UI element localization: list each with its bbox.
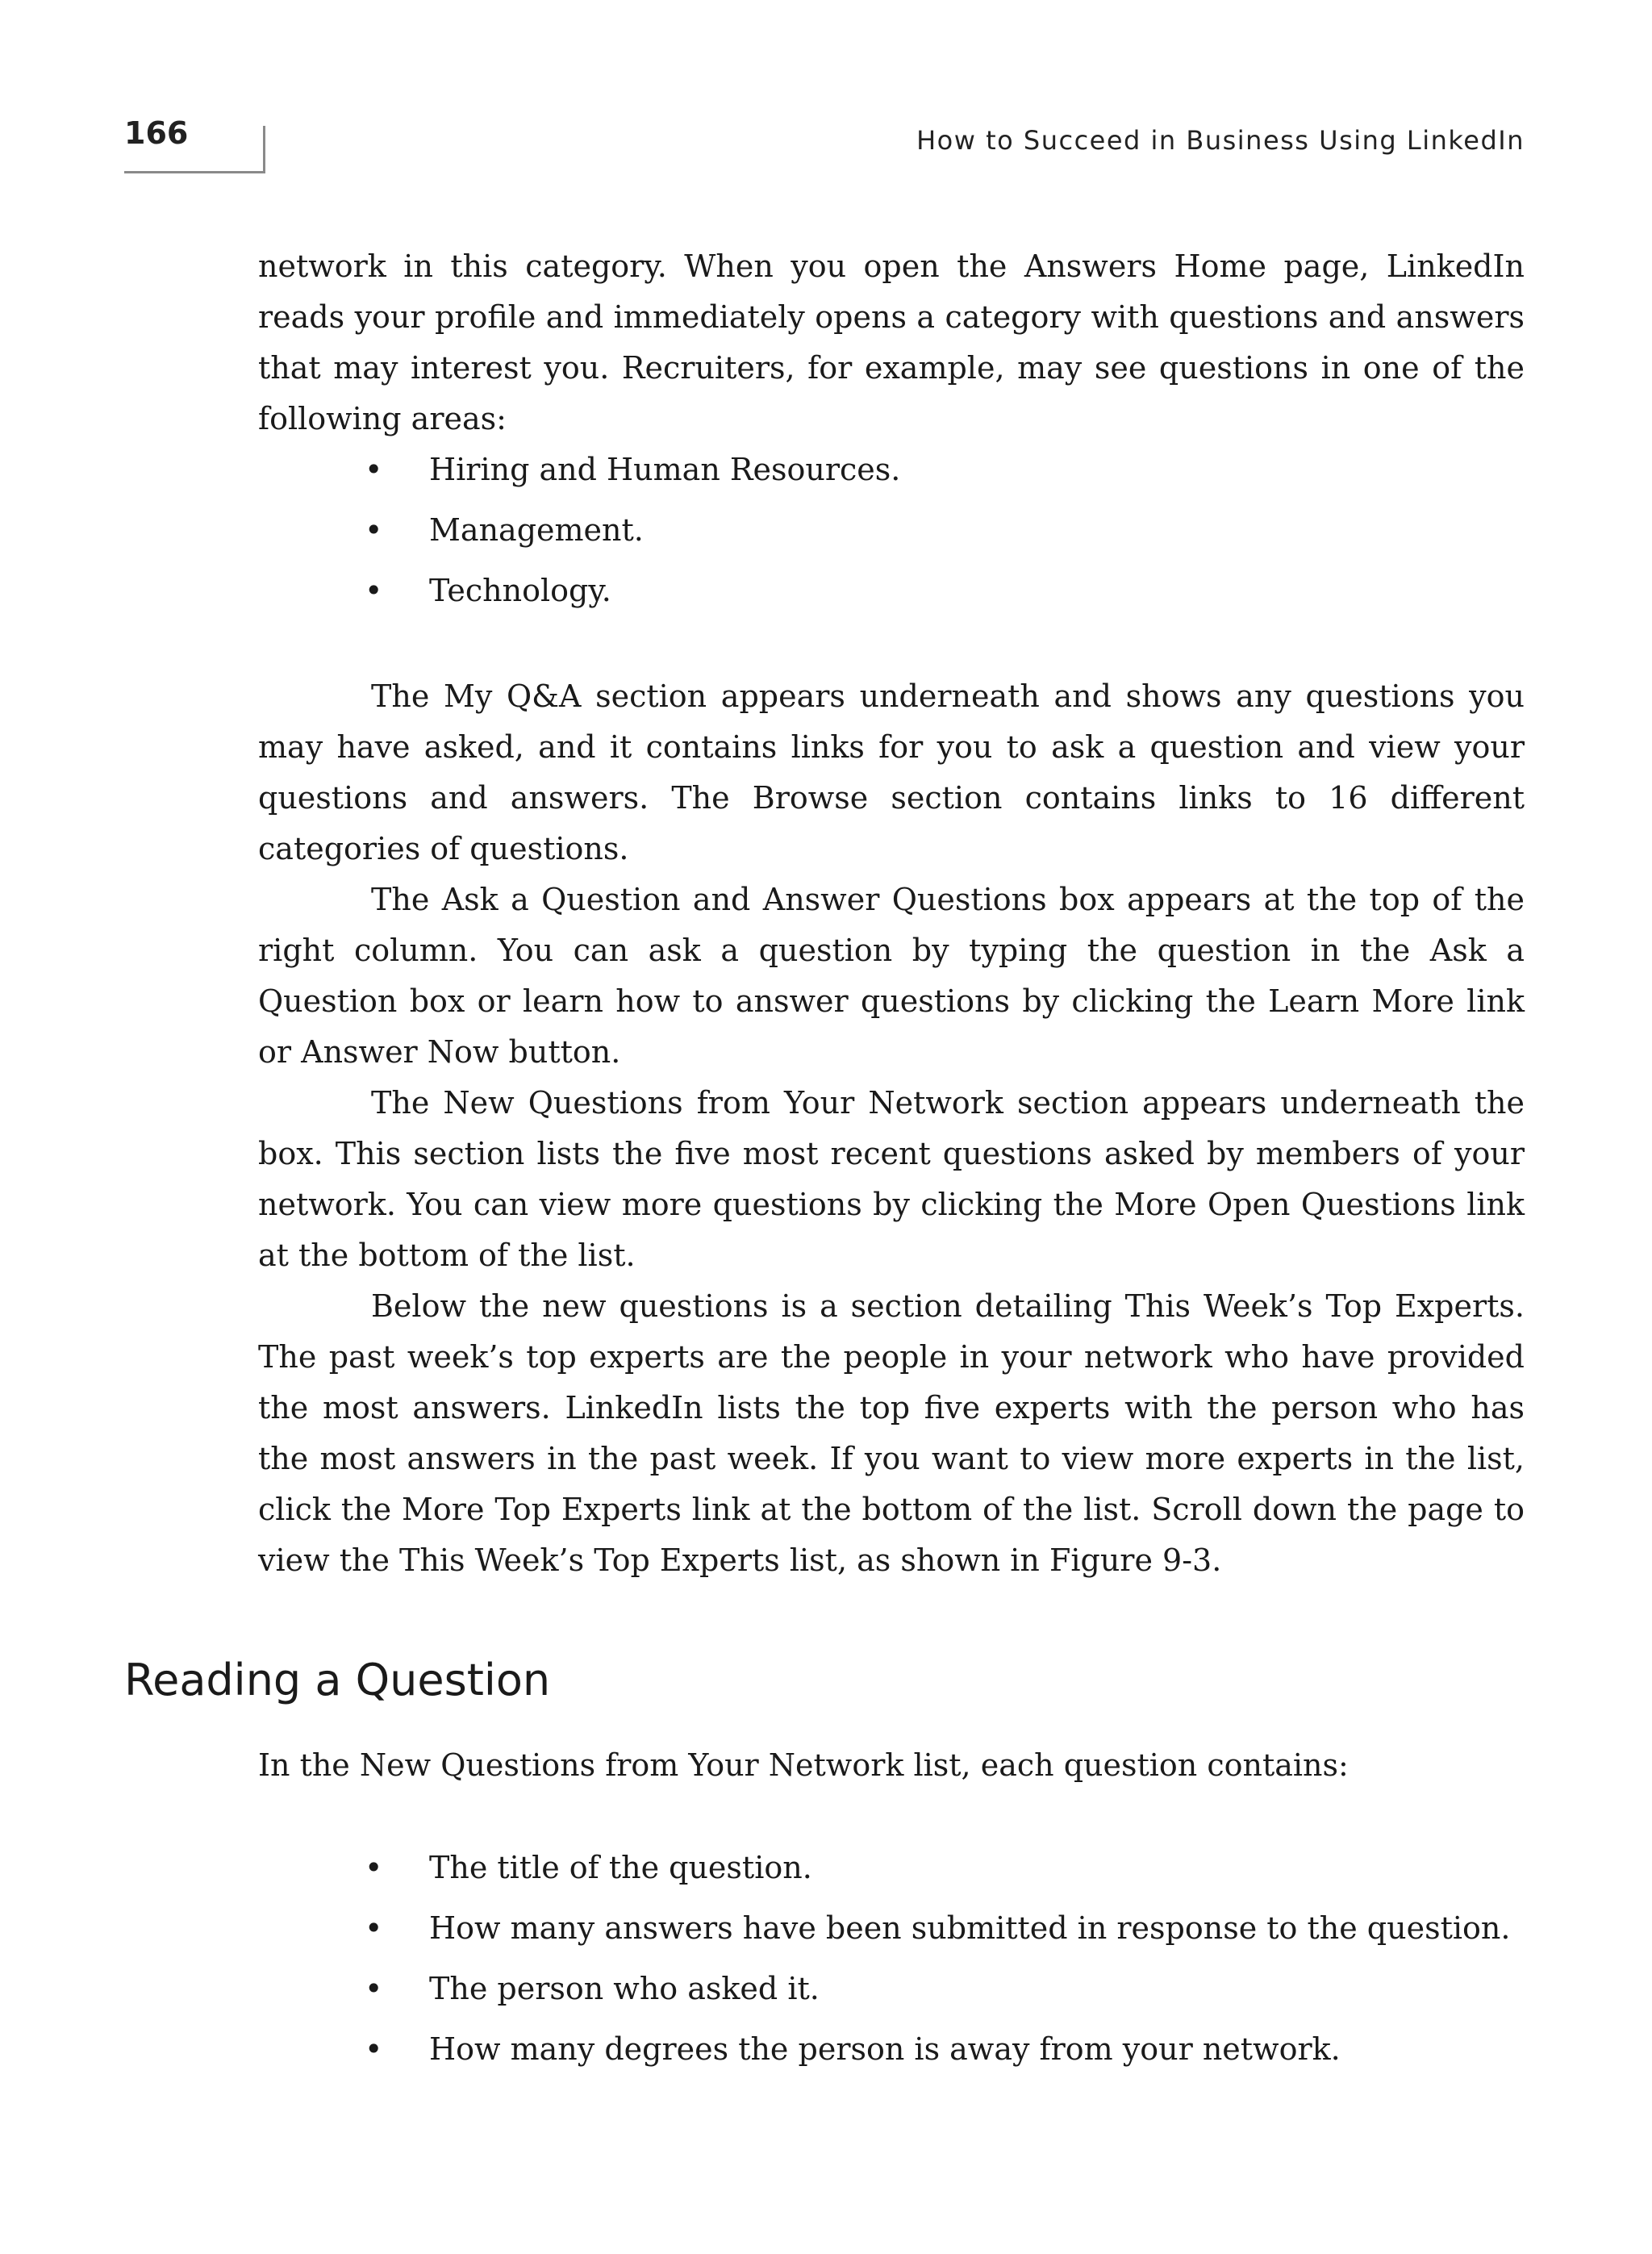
list-item xyxy=(365,440,1526,500)
paragraph-my-qa: The My Q&A section appears underneath and shows any questions you may have asked, and it contains links for you to ask a question and view your questions and answers. The Browse section contains links to 16 different categories of questions. xyxy=(258,678,1525,866)
intro-block xyxy=(258,241,1525,445)
list-item xyxy=(365,1959,1526,2019)
header-tick xyxy=(263,126,265,173)
bullet-icon: • xyxy=(365,573,383,608)
question-contents-list xyxy=(365,1838,1526,2080)
list-item-text: Management. xyxy=(429,512,644,548)
section-intro: In the New Questions from Your Network list, each question contains: xyxy=(258,1747,1349,1783)
list-item xyxy=(365,1898,1526,1959)
paragraph-new-questions: The New Questions from Your Network section appears underneath the box. This section lists the five most recent questions asked by members of your network. You can view more questions by clicking the More Open Questions link at the bottom of the list. xyxy=(258,1085,1525,1273)
bullet-icon: • xyxy=(365,2031,383,2067)
list-item xyxy=(365,561,1526,621)
list-item-text: The person who asked it. xyxy=(429,1971,820,2006)
section-heading: Reading a Question xyxy=(124,1655,551,1705)
list-item-text: Hiring and Human Resources. xyxy=(429,452,901,487)
body-paragraphs xyxy=(258,671,1525,1586)
bullet-icon: • xyxy=(365,1910,383,1946)
bullet-icon: • xyxy=(365,1971,383,2006)
paragraph-top-experts: Below the new questions is a section detailing This Week’s Top Experts. The past week’s top experts are the people in your network who have provided the most answers. LinkedIn lists the top five experts with the person who has the most answers in the past week. If you want to view more experts in the list, click the More Top Experts link at the bottom of the list. Scroll down the page to view the This Week’s Top Experts list, as shown in Figure 9-3. xyxy=(258,1288,1525,1578)
page-number: 166 xyxy=(124,115,189,151)
list-item-text: How many answers have been submitted in response to the question. xyxy=(429,1910,1511,1946)
list-item-text: Technology. xyxy=(429,573,611,608)
section-intro-block xyxy=(258,1740,1525,1791)
list-item xyxy=(365,500,1526,561)
bullet-icon: • xyxy=(365,452,383,487)
list-item xyxy=(365,1838,1526,1898)
header-rule xyxy=(124,171,265,173)
bullet-icon: • xyxy=(365,1850,383,1885)
bullet-icon: • xyxy=(365,512,383,548)
areas-list xyxy=(365,440,1526,621)
list-item-text: The title of the question. xyxy=(429,1850,812,1885)
paragraph-ask-question: The Ask a Question and Answer Questions box appears at the top of the right column. You can ask a question by typing the question in the Ask a Question box or learn how to answer questions by clicking the Learn More link or Answer Now button. xyxy=(258,882,1525,1070)
running-head: How to Succeed in Business Using LinkedIn xyxy=(916,125,1525,156)
list-item-text: How many degrees the person is away from your network. xyxy=(429,2031,1341,2067)
list-item xyxy=(365,2019,1526,2080)
intro-paragraph: network in this category. When you open the Answers Home page, LinkedIn reads your profile and immediately opens a category with questions and answers that may interest you. Recruiters, for example, may see questions in one of the following areas: xyxy=(258,248,1525,436)
